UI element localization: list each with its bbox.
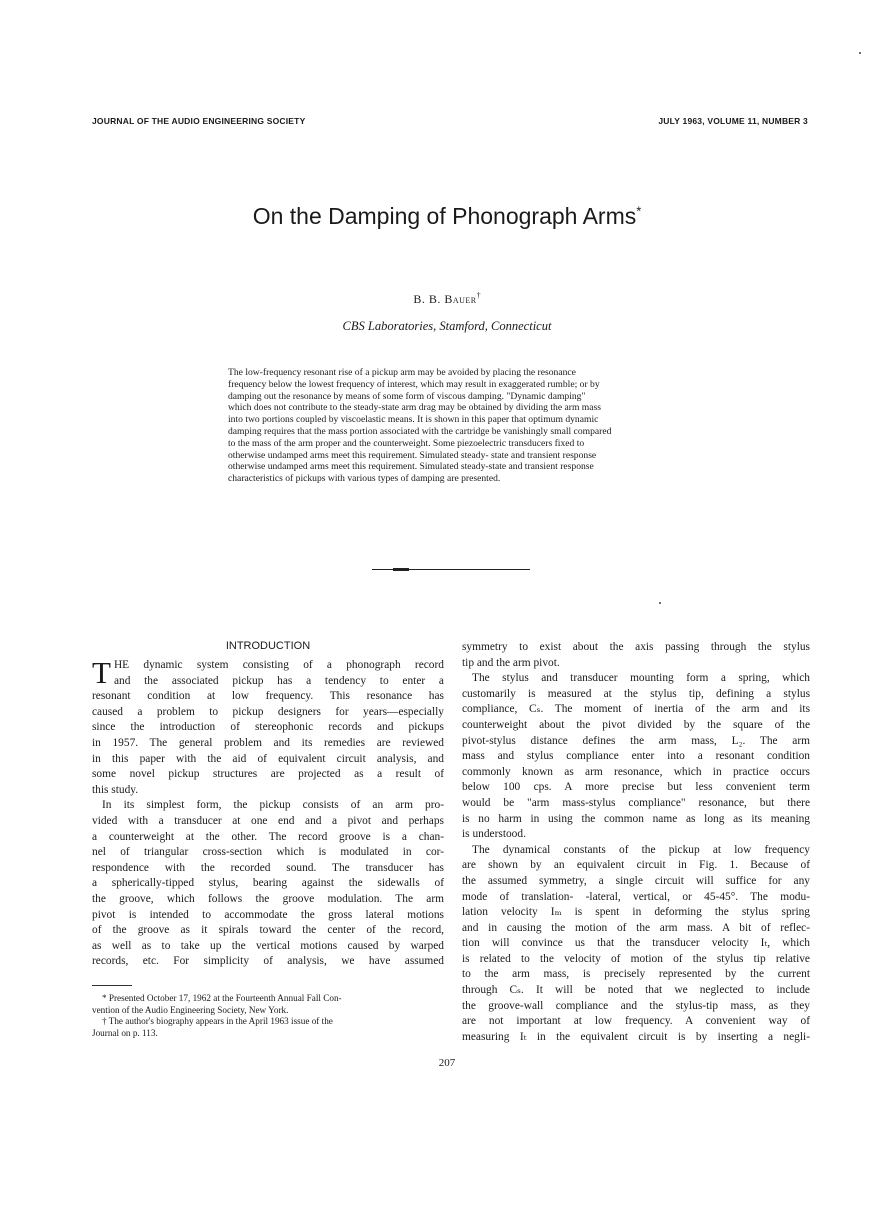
scan-speck: [659, 602, 661, 604]
body-line: are shown by an equivalent circuit in Fig. 1. Because of: [462, 859, 810, 872]
footnote-rule: [92, 985, 132, 986]
abstract-line: damping requires that the mass portion associated with the cartridge be vanishingly small compared: [228, 425, 612, 437]
page-number: 207: [438, 1057, 456, 1069]
body-line: since the introduction of stereophonic records and pickups: [92, 721, 444, 734]
body-line: In its simplest form, the pickup consists of an arm pro-: [102, 799, 444, 812]
left-column: [92, 655, 444, 970]
paper-title: [0, 203, 894, 230]
abstract-line: damping out the resonance by means of some form of viscous damping. "Dynamic damping": [228, 390, 586, 402]
footnote-line: Journal on p. 113.: [92, 1027, 158, 1038]
abstract: [228, 367, 700, 485]
body-line: in 1957. The general problem and its remedies are reviewed: [92, 736, 444, 749]
body-line: in this paper with the aid of equivalent circuit analysis, and: [92, 752, 444, 765]
body-line: the groove-wall compliance and the stylus-tip mass, as they: [462, 999, 810, 1012]
body-line: pivot is intended to accommodate the gross lateral motions: [92, 908, 444, 921]
body-line: is no harm in using the common name as long as its meaning: [462, 812, 810, 825]
body-line: resonant condition at low frequency. This resonance has: [92, 690, 444, 703]
affiliation: CBS Laboratories, Stamford, Connecticut: [342, 319, 552, 333]
footnote-line: † The author's biography appears in the April 1963 issue of the: [102, 1016, 333, 1027]
author-footnote-mark: †: [476, 291, 481, 300]
abstract-line: otherwise undamped arms meet this requirement. Simulated steady- state and transient response: [228, 449, 597, 461]
body-line: compliance, Cₛ. The moment of inertia of the arm and its: [462, 703, 810, 716]
author-line: [0, 291, 894, 307]
author-name: B. B. Bauer: [413, 292, 477, 306]
body-line: tip and the arm pivot.: [462, 656, 560, 669]
issue-info-header: JULY 1963, VOLUME 11, NUMBER 3: [658, 116, 808, 126]
body-line: symmetry to exist about the axis passing through the stylus: [462, 641, 810, 653]
body-line: is related to the velocity of motion of the stylus tip relative: [462, 952, 810, 965]
body-line: nel of triangular cross-section which is modulated in cor-: [92, 846, 444, 859]
body-line: respondence with the recorded sound. The transducer has: [92, 861, 444, 874]
body-line: a spherically-tipped stylus, bearing against the sidewalls of: [92, 877, 444, 890]
section-heading: INTRODUCTION: [225, 640, 311, 652]
body-line: The dynamical constants of the pickup at low frequency: [472, 843, 810, 856]
abstract-line: to the mass of the arm proper and the counterweight. Some piezoelectric transducers fixed to: [228, 437, 585, 449]
body-line: of the groove as it spirals toward the center of the record,: [92, 924, 444, 937]
body-line: the groove, which follows the groove modulation. The arm: [92, 892, 444, 905]
abstract-line: into two portions coupled by viscoelastic means. It is shown in this paper that optimum dynamic: [228, 414, 599, 426]
opening-paragraph-start: [92, 655, 444, 690]
body-line: would be "arm mass-stylus compliance" resonance, but there: [462, 796, 810, 809]
body-line: is understood.: [462, 828, 526, 841]
body-line: tion will convince us that the transducer velocity Iₜ, which: [462, 937, 810, 950]
body-line: records, etc. For simplicity of analysis, we have assumed: [92, 955, 444, 968]
footnote-line: * Presented October 17, 1962 at the Fourteenth Annual Fall Con-: [102, 993, 342, 1003]
body-line: measuring Iₜ in the equivalent circuit is by inserting a negli-: [462, 1030, 810, 1043]
body-line: counterweight about the pivot divided by the square of the: [462, 718, 810, 731]
body-line: vided with a transducer at one end and a pivot and perhaps: [92, 814, 444, 827]
title-footnote-mark: *: [636, 203, 642, 219]
body-line: HE dynamic system consisting of a phonograph record: [113, 659, 444, 671]
body-line: pivot-stylus distance defines the arm mass, L₂. The arm: [462, 734, 810, 747]
body-line: to the arm mass, is precisely represented by the current: [462, 968, 810, 981]
abstract-line: which does not contribute to the steady-state arm drag may be obtained by dividing the arm mass: [228, 402, 601, 414]
body-line: lation velocity Iₘ is spent in deforming the stylus spring: [462, 906, 810, 919]
section-divider-mark: [393, 568, 409, 571]
body-line: caused a problem to pickup designers for years—especially: [92, 705, 444, 718]
footnotes: [92, 993, 444, 1039]
body-line: are not important at low frequency. A convenient way of: [462, 1015, 810, 1028]
right-column: [462, 640, 810, 1045]
body-line: mode of translation- -lateral, vertical, or 45-45°. The modu-: [462, 890, 810, 903]
title-text: On the Damping of Phonograph Arms: [252, 203, 637, 229]
body-line: The stylus and transducer mounting form a spring, which: [472, 672, 810, 685]
body-line: below 100 cps. A more precise but less convenient term: [462, 781, 810, 794]
drop-cap: T: [92, 655, 111, 690]
body-line: and in causing the motion of the arm mass. A bit of reflec-: [462, 921, 810, 934]
scan-speck: [859, 52, 861, 54]
footnote-line: vention of the Audio Engineering Society, New York.: [92, 1004, 289, 1015]
body-line: some novel pickup structures are projected as a result of: [92, 768, 444, 781]
journal-name-header: JOURNAL OF THE AUDIO ENGINEERING SOCIETY: [92, 116, 306, 126]
body-line: mass and stylus compliance enter into a resonant condition: [462, 750, 810, 763]
abstract-line: characteristics of pickups with various types of damping are presented.: [228, 473, 501, 485]
abstract-line: The low-frequency resonant rise of a pickup arm may be avoided by placing the resonance: [228, 367, 576, 378]
body-line: this study.: [92, 783, 139, 796]
body-line: the assumed symmetry, a single circuit will suffice for any: [462, 874, 810, 887]
body-line: as well as to take up the vertical motions caused by warped: [92, 939, 444, 952]
body-line: a counterweight at the other. The record groove is a chan-: [92, 830, 444, 843]
body-line: through Cₛ. It will be noted that we neglected to include: [462, 984, 810, 997]
body-line: commonly known as arm resonance, which in practice occurs: [462, 765, 810, 778]
body-line: and the associated pickup has a tendency to enter a: [113, 674, 444, 687]
abstract-line: frequency below the lowest frequency of interest, which may result in exaggerated rumble; or by: [228, 378, 600, 390]
abstract-line: otherwise undamped arms meet this requirement. Simulated steady-state and transient response: [228, 461, 594, 473]
body-line: customarily is measured at the stylus tip, defining a stylus: [462, 687, 810, 700]
